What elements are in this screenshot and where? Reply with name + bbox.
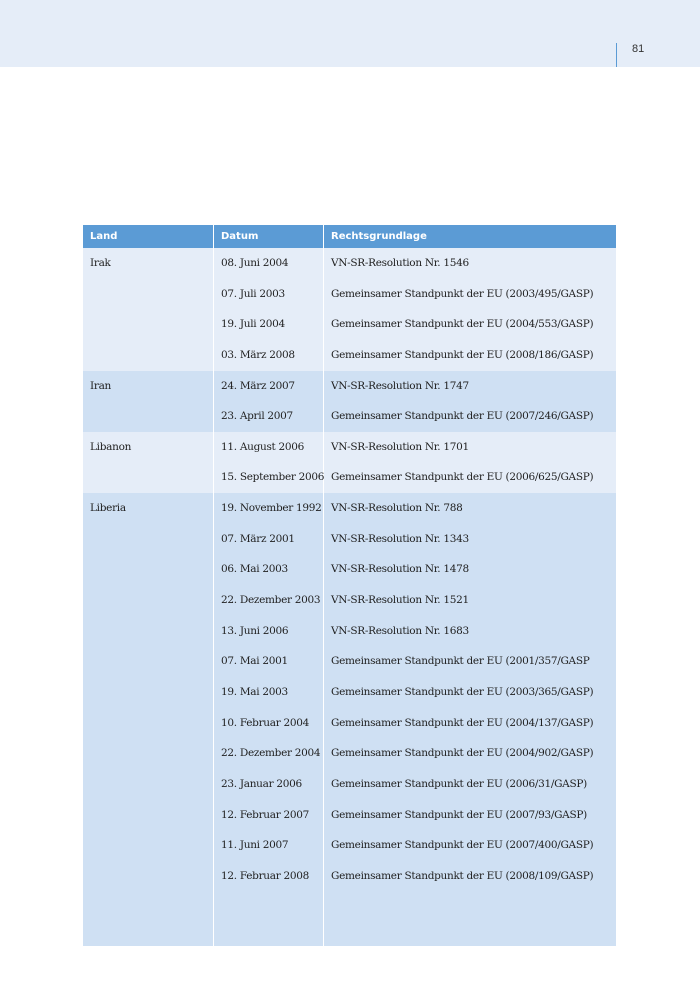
datum-entry: 11. Juni 2007 xyxy=(221,839,289,852)
rechtsgrundlage-entry: VN-SR-Resolution Nr. 1701 xyxy=(331,440,469,453)
datum-entry: 23. Januar 2006 xyxy=(221,777,302,790)
land-label: Irak xyxy=(90,257,111,269)
datum-entry: 15. September 2006 xyxy=(221,471,325,484)
rechtsgrundlage-entry: Gemeinsamer Standpunkt der EU (2007/246/GASP) xyxy=(331,410,594,423)
land-cell xyxy=(83,248,214,371)
land-label: Libanon xyxy=(90,440,132,453)
rechtsgrundlage-entry: Gemeinsamer Standpunkt der EU (2003/495/GASP) xyxy=(331,287,594,300)
rechtsgrundlage-entry: VN-SR-Resolution Nr. 1343 xyxy=(331,532,469,545)
table-header-row xyxy=(83,225,616,248)
page-number-rule xyxy=(616,43,617,67)
datum-entry: 10. Februar 2004 xyxy=(221,716,310,729)
rechtsgrundlage-entry: Gemeinsamer Standpunkt der EU (2004/137/GASP) xyxy=(331,716,594,729)
rechtsgrundlage-entry: VN-SR-Resolution Nr. 1546 xyxy=(331,257,469,269)
table-group-liberia xyxy=(83,493,616,946)
land-label: Iran xyxy=(90,379,111,392)
datum-entry: 22. Dezember 2004 xyxy=(221,747,321,760)
datum-entry: 03. März 2008 xyxy=(221,348,295,361)
column-header-rechtsgrundlage: Rechtsgrundlage xyxy=(331,231,427,242)
datum-cell xyxy=(214,371,324,432)
datum-entry: 19. Mai 2003 xyxy=(221,685,288,698)
rechtsgrundlage-cell xyxy=(324,432,616,493)
land-cell xyxy=(83,493,214,946)
rechtsgrundlage-cell xyxy=(324,493,616,946)
rechtsgrundlage-entry: Gemeinsamer Standpunkt der EU (2006/625/GASP) xyxy=(331,471,594,484)
rechtsgrundlage-entry: VN-SR-Resolution Nr. 1747 xyxy=(331,379,469,392)
rechtsgrundlage-entry: Gemeinsamer Standpunkt der EU (2003/365/GASP) xyxy=(331,685,594,698)
page-header-band xyxy=(0,0,700,67)
datum-entry: 07. Juli 2003 xyxy=(221,287,285,300)
datum-entry: 13. Juni 2006 xyxy=(221,624,289,637)
rechtsgrundlage-entry: Gemeinsamer Standpunkt der EU (2008/186/GASP) xyxy=(331,348,594,361)
datum-entry: 22. Dezember 2003 xyxy=(221,594,321,607)
datum-cell xyxy=(214,248,324,371)
land-cell xyxy=(83,371,214,432)
rechtsgrundlage-cell xyxy=(324,248,616,371)
datum-entry: 19. Juli 2004 xyxy=(221,318,285,331)
rechtsgrundlage-entry: Gemeinsamer Standpunkt der EU (2004/553/GASP) xyxy=(331,318,594,331)
datum-entry: 24. März 2007 xyxy=(221,379,295,392)
datum-cell xyxy=(214,432,324,493)
rechtsgrundlage-entry: Gemeinsamer Standpunkt der EU (2001/357/GASP xyxy=(331,655,590,668)
table-group-libanon xyxy=(83,432,616,493)
column-header-datum: Datum xyxy=(214,225,324,248)
rechtsgrundlage-cell xyxy=(324,371,616,432)
datum-entry: 23. April 2007 xyxy=(221,410,293,423)
datum-entry: 12. Februar 2007 xyxy=(221,808,310,821)
rechtsgrundlage-entry: Gemeinsamer Standpunkt der EU (2007/400/GASP) xyxy=(331,839,594,852)
rechtsgrundlage-entry: Gemeinsamer Standpunkt der EU (2007/93/GASP) xyxy=(331,808,587,821)
land-label: Liberia xyxy=(90,502,126,515)
rechtsgrundlage-entry: VN-SR-Resolution Nr. 788 xyxy=(331,502,463,515)
rechtsgrundlage-entry: VN-SR-Resolution Nr. 1683 xyxy=(331,624,469,637)
datum-entry: 06. Mai 2003 xyxy=(221,563,288,576)
page-number: 81 xyxy=(632,43,645,55)
rechtsgrundlage-entry: VN-SR-Resolution Nr. 1521 xyxy=(331,594,469,607)
datum-entry: 07. März 2001 xyxy=(221,532,295,545)
datum-cell xyxy=(214,493,324,946)
sanctions-table xyxy=(83,225,616,946)
rechtsgrundlage-entry: Gemeinsamer Standpunkt der EU (2006/31/GASP) xyxy=(331,777,587,790)
table-group-iran xyxy=(83,371,616,432)
datum-entry: 08. Juni 2004 xyxy=(221,257,289,269)
datum-entry: 07. Mai 2001 xyxy=(221,655,288,668)
rechtsgrundlage-entry: VN-SR-Resolution Nr. 1478 xyxy=(331,563,469,576)
group-bottom-padding xyxy=(221,891,323,946)
rechtsgrundlage-entry: Gemeinsamer Standpunkt der EU (2004/902/GASP) xyxy=(331,747,594,760)
table-group-irak xyxy=(83,248,616,371)
table-body xyxy=(83,248,616,946)
column-header-land: Land xyxy=(83,225,214,248)
datum-entry: 11. August 2006 xyxy=(221,440,305,453)
datum-entry: 12. Februar 2008 xyxy=(221,869,310,882)
datum-entry: 19. November 1992 xyxy=(221,502,322,515)
land-cell xyxy=(83,432,214,493)
rechtsgrundlage-entry: Gemeinsamer Standpunkt der EU (2008/109/GASP) xyxy=(331,869,594,882)
